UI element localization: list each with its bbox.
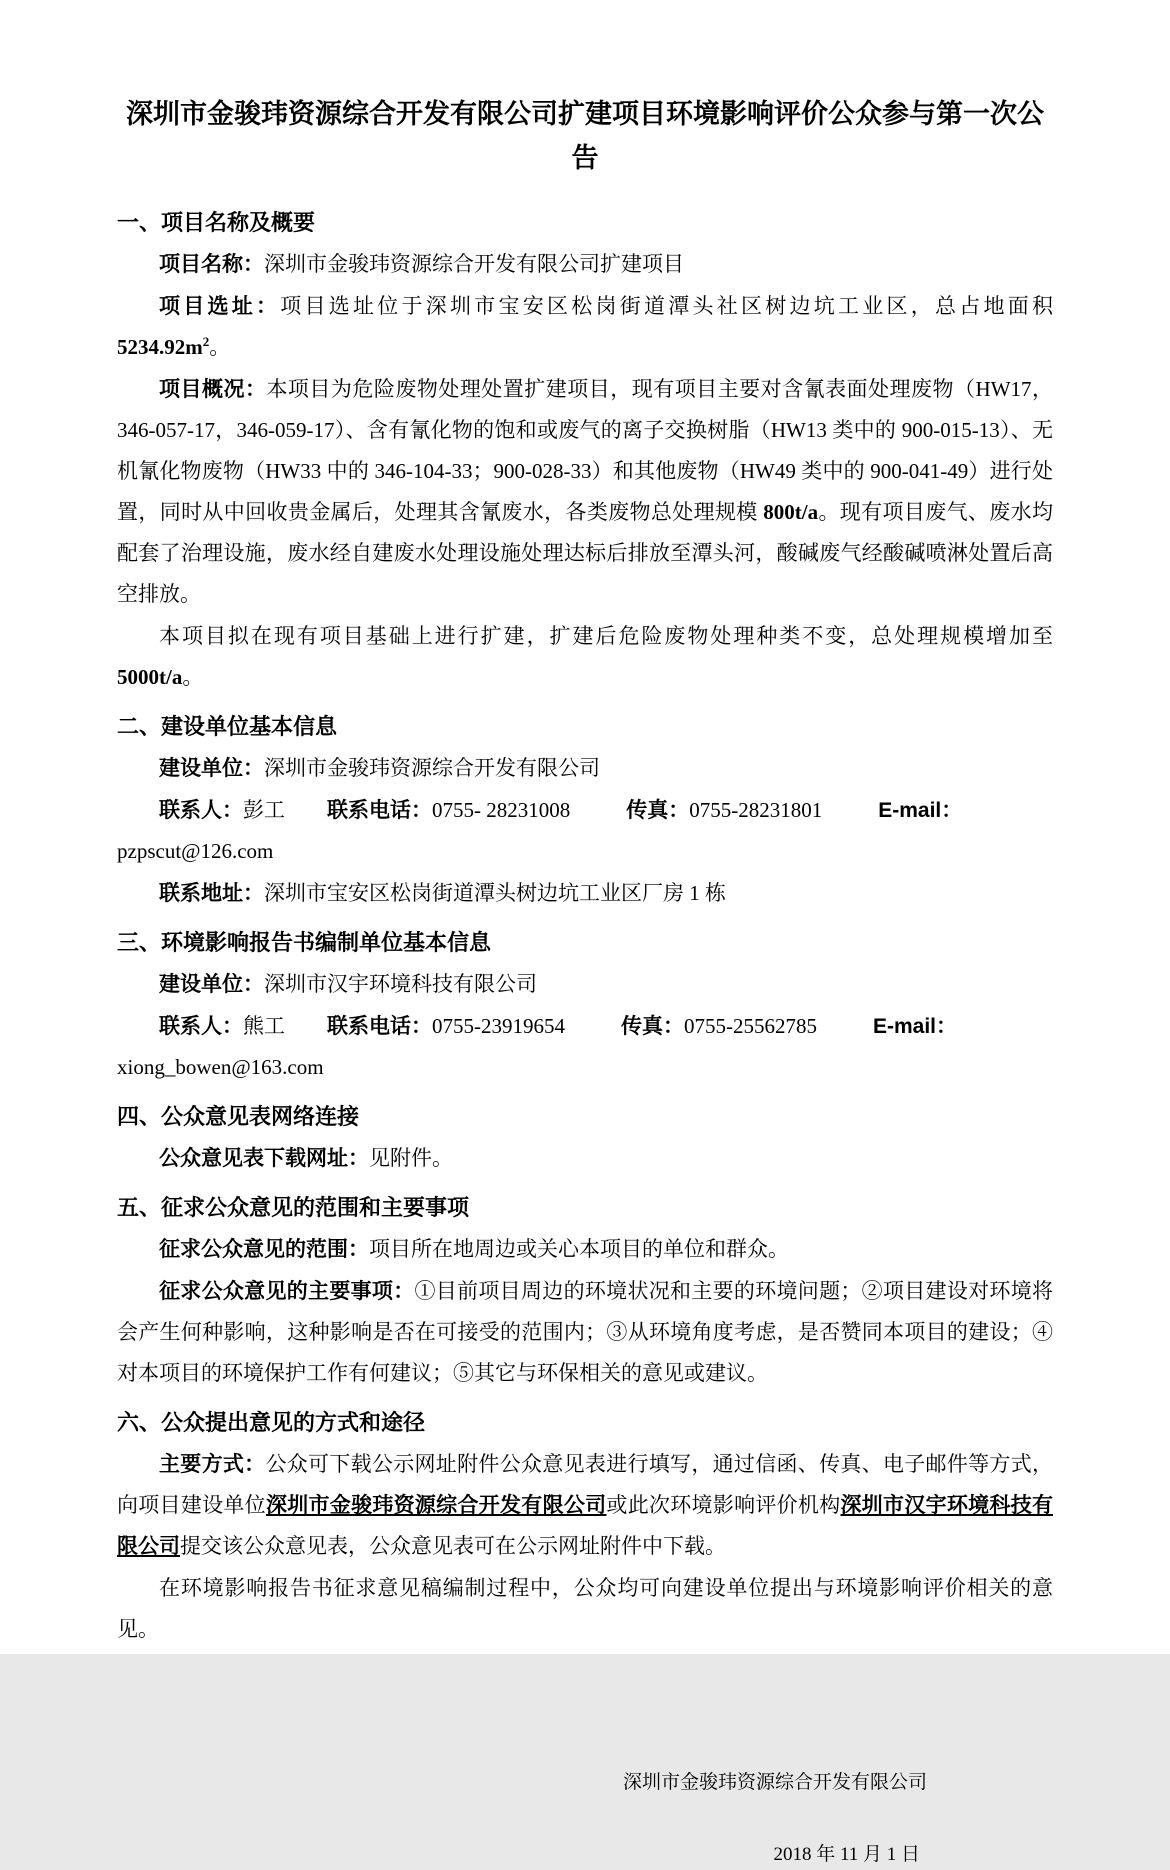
section-1-heading: 一、项目名称及概要 <box>117 210 316 235</box>
paragraph-download-url <box>117 1138 1053 1179</box>
contact-person-value: 彭工 <box>243 798 285 822</box>
project-site-value: 项目选址位于深圳市宝安区松岗街道潭头社区树边坑工业区，总占地面积 <box>280 294 1053 318</box>
section-6-heading: 六、公众提出意见的方式和途径 <box>117 1410 426 1435</box>
paragraph-consultation-scope <box>117 1229 1053 1270</box>
capacity-current-value: 800t/a <box>763 500 819 524</box>
paragraph-consultation-topics <box>117 1271 1053 1394</box>
eia-fax-label: 传真： <box>621 1015 684 1038</box>
section-project-overview <box>117 202 1053 698</box>
paragraph-project-name <box>117 244 1053 285</box>
contact-person-label: 联系人： <box>159 799 243 822</box>
paragraph-expansion-plan <box>117 616 1053 698</box>
feedback-method-label: 主要方式： <box>159 1453 266 1476</box>
section-2-heading: 二、建设单位基本信息 <box>117 714 338 739</box>
section-3-heading: 三、环境影响报告书编制单位基本信息 <box>117 930 492 955</box>
section-4-heading: 四、公众意见表网络连接 <box>117 1104 360 1129</box>
paragraph-feedback-method <box>117 1444 1053 1567</box>
signature-date: 2018 年 11 月 1 日 <box>773 1844 920 1865</box>
project-profile-text-2: 。现有项目废气、废水均配套了治理设施，废水经自建废水处理设施处理达标后排放至潭头河，酸碱废气经酸碱喷淋处置后高空排放。 <box>117 500 1054 606</box>
signature-company: 深圳市金骏玮资源综合开发有限公司 <box>622 1772 927 1793</box>
paragraph-project-profile <box>117 369 1053 615</box>
paragraph-feedback-note <box>117 1568 1053 1650</box>
construction-company-name-underlined: 深圳市金骏玮资源综合开发有限公司 <box>265 1494 607 1517</box>
section-consultation-scope <box>117 1187 1053 1394</box>
consultation-topics-value: ①目前项目周边的环境状况和主要的环境问题；②项目建设对环境将会产生何种影响，这种影响是否在可接受的范围内；③从环境角度考虑，是否赞同本项目的建设；④对本项目的环境保护工作有何建议；⑤其它与环保相关的意见或建议。 <box>117 1279 1054 1385</box>
eia-unit-label: 建设单位： <box>159 973 264 996</box>
paragraph-construction-unit <box>117 748 1053 789</box>
project-name-label: 项目名称： <box>159 253 264 276</box>
consultation-scope-label: 征求公众意见的范围： <box>159 1238 369 1261</box>
contact-row-eia-unit <box>117 1006 1053 1088</box>
eia-phone-value: 0755-23919654 <box>432 1014 565 1038</box>
download-url-label: 公众意见表下载网址： <box>159 1147 369 1170</box>
consultation-topics-label: 征求公众意见的主要事项： <box>159 1280 415 1303</box>
expansion-text-1: 本项目拟在现有项目基础上进行扩建，扩建后危险废物处理种类不变，总处理规模增加至 <box>159 624 1053 648</box>
section-5-heading: 五、征求公众意见的范围和主要事项 <box>117 1195 470 1220</box>
document-title: 深圳市金骏玮资源综合开发有限公司扩建项目环境影响评价公众参与第一次公告 <box>126 99 1044 173</box>
eia-email-label: E-mail： <box>873 1015 958 1038</box>
download-url-value: 见附件。 <box>369 1146 453 1170</box>
eia-phone-label: 联系电话： <box>327 1015 432 1038</box>
eia-unit-value: 深圳市汉宇环境科技有限公司 <box>264 972 537 996</box>
email-value: pzpscut@126.com <box>117 839 274 863</box>
section-eia-unit-info <box>117 922 1053 1088</box>
feedback-method-text-3: 提交该公众意见表，公众意见表可在公示网址附件中下载。 <box>180 1534 726 1558</box>
eia-contact-person-value: 熊工 <box>243 1014 285 1038</box>
project-profile-label: 项目概况： <box>159 378 267 401</box>
section-opinion-form-link <box>117 1096 1053 1179</box>
site-area-superscript: 2 <box>202 334 210 349</box>
section-feedback-methods <box>117 1402 1053 1650</box>
construction-unit-value: 深圳市金骏玮资源综合开发有限公司 <box>264 756 600 780</box>
project-name-value: 深圳市金骏玮资源综合开发有限公司扩建项目 <box>264 252 684 276</box>
contact-address-label: 联系地址： <box>159 882 264 905</box>
feedback-method-text-1: 公众可下载公示网址附件公众意见表进行填写，通过信函、传真、电子邮件等方式，向项目建设单位 <box>117 1452 1054 1517</box>
site-area-value: 5234.92m <box>117 335 203 359</box>
project-site-label: 项目选址： <box>159 295 281 318</box>
construction-unit-label: 建设单位： <box>159 757 264 780</box>
paragraph-contact-address <box>117 873 1053 914</box>
capacity-expanded-value: 5000t/a <box>117 665 183 689</box>
contact-address-value: 深圳市宝安区松岗街道潭头树边坑工业区厂房 1 栋 <box>264 881 726 905</box>
email-label: E-mail： <box>878 799 963 822</box>
paragraph-project-site <box>117 286 1053 368</box>
eia-fax-value: 0755-25562785 <box>684 1014 817 1038</box>
fax-label: 传真： <box>626 799 690 822</box>
consultation-scope-value: 项目所在地周边或关心本项目的单位和群众。 <box>369 1237 789 1261</box>
eia-company-name-underlined: 深圳市汉宇环境科技有限公司 <box>117 1494 1054 1558</box>
contact-row-construction-unit <box>117 790 1053 872</box>
section-construction-unit-info <box>117 706 1053 914</box>
fax-value: 0755-28231801 <box>689 798 823 822</box>
expansion-text-2: 。 <box>182 665 204 689</box>
signature-block <box>117 1768 1053 1870</box>
project-site-tail: 。 <box>209 335 231 359</box>
paragraph-eia-unit <box>117 964 1053 1005</box>
phone-label: 联系电话： <box>327 799 432 822</box>
eia-email-value: xiong_bowen@163.com <box>117 1055 324 1079</box>
feedback-note-text: 在环境影响报告书征求意见稿编制过程中，公众均可向建设单位提出与环境影响评价相关的意见。 <box>117 1576 1053 1641</box>
phone-value: 0755- 28231008 <box>432 798 571 822</box>
eia-contact-person-label: 联系人： <box>159 1015 243 1038</box>
feedback-method-text-2: 或此次环境影响评价机构 <box>606 1493 841 1517</box>
project-profile-text-1: 本项目为危险废物处理处置扩建项目，现有项目主要对含氰表面处理废物（HW17，346-057-17，346-059-17）、含有氰化物的饱和或废气的离子交换树脂（HW13 类中的 900-015-13）、无机氰化物废物（HW33 中的 346-104-33；900-028-33）和其他废物（HW49 类中的 900-041-49）进行处置，同时从中回收贵金属后，处理其含氰废水，各类废物总处理规模 <box>117 377 1053 524</box>
